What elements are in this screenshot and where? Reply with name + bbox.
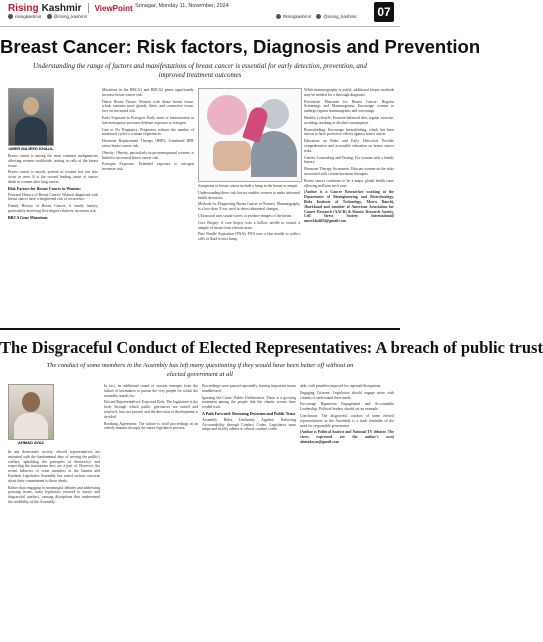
paragraph: Proceedings were paused repeatedly, leaving important issues unaddressed. bbox=[202, 384, 296, 393]
article2-column-4 bbox=[300, 384, 394, 636]
article1-column-2 bbox=[102, 88, 194, 324]
paragraph: Genetic Counseling and Testing: For women with a family history. bbox=[304, 155, 394, 165]
paragraph: Breast cancer is mostly present in women but can also occur in men. It is the second leading cause of cancer death in women after lung cancer. bbox=[8, 170, 98, 184]
section-divider bbox=[0, 328, 400, 330]
author1-photo bbox=[8, 88, 54, 146]
subheading: BRCA Gene Mutations bbox=[8, 214, 48, 220]
paragraph: In any democratic society, elected representatives are entrusted with the fundamental duty of serving the public's welfare, upholding the principles of democracy, and respecting the institutions they are a part of. However, the recent behavior of some members in the Jammu and Kashmir Legislative Assembly has raised serious concerns about their commitment to these ideals. bbox=[8, 450, 100, 483]
paragraph: Breastfeeding: Encourage breastfeeding, which has been shown to have protective effects against breast cancer. bbox=[304, 127, 394, 137]
paragraph: Conclusion: The disgraceful conduct of some elected representatives in the Assembly is a stark reminder of the need for responsible governance. bbox=[300, 413, 394, 428]
masthead bbox=[8, 2, 133, 14]
paragraph: Understanding these risk factors enables women to make informed health decisions. bbox=[198, 190, 300, 200]
paragraph: Fine Needle Aspiration (FNA): FNA uses a fine needle to collect cells or fluid from a lump. bbox=[198, 232, 300, 242]
breast-cancer-awareness-image bbox=[198, 88, 302, 182]
paragraph: Breast cancer is among the most common malignancies affecting women worldwide, arising in cells of the breast tissue. bbox=[8, 154, 98, 168]
paragraph: Hormone Therapy Awareness: Educate women on the risks associated with certain hormone therapies. bbox=[304, 167, 394, 176]
article1-column-3 bbox=[198, 184, 300, 324]
article1-standfirst: Understanding the range of factors and manifestations of breast cancer is essential for early detection, prevention, and improved treatment outcomes bbox=[33, 62, 367, 79]
paragraph: Preventive Measures for Breast Cancer: Regular Screenings and Mammograms. Encourage women to undergo regular mammograms and screenings. bbox=[304, 99, 394, 114]
page-number: 07 bbox=[374, 2, 394, 22]
paragraph: Early Exposure to Estrogen: Early onset of menstruation or late menopause increases lifetime exposure to estrogen. bbox=[102, 115, 194, 125]
masthead-divider bbox=[88, 3, 89, 13]
paragraph: Rather than engaging in meaningful debates and addressing pressing issues, some legislators resorted to unruly and disgraceful conduct, causing disruptions that undermined the credibility of the Assembly. bbox=[8, 485, 100, 504]
facebook-icon bbox=[8, 14, 13, 19]
paragraph: Healthy Lifestyle: Promote balanced diet, regular exercise, avoiding smoking or alcohol consumption. bbox=[304, 115, 394, 125]
twitter-handle: @rising_kashmir bbox=[47, 14, 88, 19]
article1-column-4 bbox=[304, 88, 394, 324]
subheading: A Path Forward: Restoring Decorum and Public Trust bbox=[202, 410, 296, 416]
subheading: Risk Factors for Breast Cancer in Women: bbox=[8, 185, 81, 191]
dateline: Srinagar, Monday 11, November, 2024 bbox=[135, 3, 229, 9]
paragraph: Personal History of Breast Cancer: Women diagnosed with breast cancer have a heightened risk of recurrence. bbox=[8, 192, 98, 202]
paragraph: Obesity: Obesity, particularly in postmenopausal women, is linked to increased breast cancer risk. bbox=[102, 150, 194, 160]
author1-name: UMER MAJEED KHALIL bbox=[8, 146, 54, 151]
social-right bbox=[276, 14, 357, 19]
paragraph: Engaging Citizens: Legislators should engage more with citizens to understand their needs. bbox=[300, 390, 394, 400]
paragraph: Assembly Rules Uniformly Applied. Enforcing Accountability through Conduct Codes. Legislators must adopt and strictly adhere to ethical conduct codes. bbox=[202, 417, 296, 432]
article2-standfirst: The conduct of some members in the Assembly has left many questioning if they would have been better off without an elected government at all bbox=[46, 362, 354, 378]
article2-column-3 bbox=[202, 384, 296, 636]
section-label: ViewPoint bbox=[94, 3, 133, 13]
paragraph: Dense Breast Tissue: Women with dense breast tissue, which contains more glands, ducts, and connective tissue, face an increased risk. bbox=[102, 99, 194, 114]
paragraph: Methods for Diagnosing Breast Cancer in Women: Mammography is a low-dose X-ray used to detect abnormal changes. bbox=[198, 202, 300, 212]
x-icon bbox=[316, 14, 321, 19]
social-left bbox=[8, 14, 87, 19]
paragraph: Symptoms of breast cancer include a lump in the breast or armpit. bbox=[198, 184, 299, 188]
author2-name: AHMAD AYAZ bbox=[17, 440, 44, 445]
paragraph: Hormone Replacement Therapy (HRT): Combined HRT raises breast cancer risk. bbox=[102, 139, 194, 148]
article2-column-1 bbox=[8, 450, 100, 636]
paragraph: Breast cancer continues to be a major global health issue affecting millions each year. bbox=[304, 178, 394, 188]
paragraph: Education on Risks and Early Detection: Provide comprehensive and accessible education on breast cancer risks. bbox=[304, 139, 394, 153]
article1-headline: Breast Cancer: Risk factors, Diagnosis and Prevention bbox=[0, 36, 481, 57]
paragraph: Elected Representatives' Expected Role: The legislature is the body through which public grievances are raised and resolved, laws are passed, and the direction of development is decided. bbox=[104, 400, 198, 419]
paragraph: Core Biopsy: A core biopsy uses a hollow needle to extract a sample of tissue from a breast mass. bbox=[198, 220, 300, 230]
author2-photo bbox=[8, 384, 54, 440]
article2-column-2 bbox=[104, 384, 198, 636]
paragraph: Estrogen Exposure: Extended exposure to estrogen increases risk. bbox=[102, 162, 194, 172]
brand-rising: Rising bbox=[8, 2, 39, 14]
paragraph: Ultrasound uses sound waves to produce images of the breast. bbox=[198, 213, 293, 218]
paragraph: While mammography is useful, additional biopsy methods may be needed for a thorough diagnosis. bbox=[304, 88, 394, 97]
paragraph: able, with penalties imposed for repeated disruptions. bbox=[300, 384, 382, 388]
instagram-handle: Risingkashmir bbox=[276, 14, 311, 19]
brand-kashmir: Kashmir bbox=[41, 2, 82, 14]
paragraph: Late or No Pregnancy: Pregnancy reduces the number of menstrual cycles a woman experiences. bbox=[102, 127, 194, 137]
article2-headline: The Disgraceful Conduct of Elected Representatives: A breach of public trust bbox=[0, 338, 543, 357]
paragraph: Breaking Agreement: The failure to hold proceedings in an orderly manner disrupts the entire legislative process. bbox=[104, 421, 198, 431]
x-handle: @rising_kashmir bbox=[316, 14, 357, 19]
page-header bbox=[0, 0, 400, 27]
author-bio: (Author is a Cancer Researcher working at the Department of Bioengineering and Biotechnology, Birla Institute of Technology, Mesra Ranchi, Jharkhand and member of American Association for Cancer Research (AACR) & Kinetic Research Society, Cell Stress Society International) umerkhalil34@gmail.com bbox=[304, 190, 394, 224]
facebook-handle: risingkashmir bbox=[8, 14, 42, 19]
paragraph: Encourage Bipartisan Engagement and Accountable Leadership: Political leaders should set an example. bbox=[300, 402, 394, 412]
instagram-icon bbox=[276, 14, 281, 19]
paragraph: Ignoring the Cause: Public Deliberation. There is a growing sentiment among the people that the chaotic scenes have eroded trust. bbox=[202, 395, 296, 410]
author-bio: (Author is Political Analyst and National TV debater. The views expressed are the author's own) ahmadayaz@gmail.com bbox=[300, 430, 394, 444]
paragraph: Family History of Breast Cancer: A family history, particularly involving first-degree relatives, increases risk. bbox=[8, 204, 98, 213]
paragraph: In fact, an additional round of tension emerges from the failure of lawmakers to pursue the very people for which the assembly stands for. bbox=[104, 384, 198, 398]
twitter-icon bbox=[47, 14, 52, 19]
article1-column-1 bbox=[8, 154, 98, 324]
paragraph: Mutations in the BRCA1 and BRCA2 genes significantly increase breast cancer risk. bbox=[102, 88, 194, 97]
